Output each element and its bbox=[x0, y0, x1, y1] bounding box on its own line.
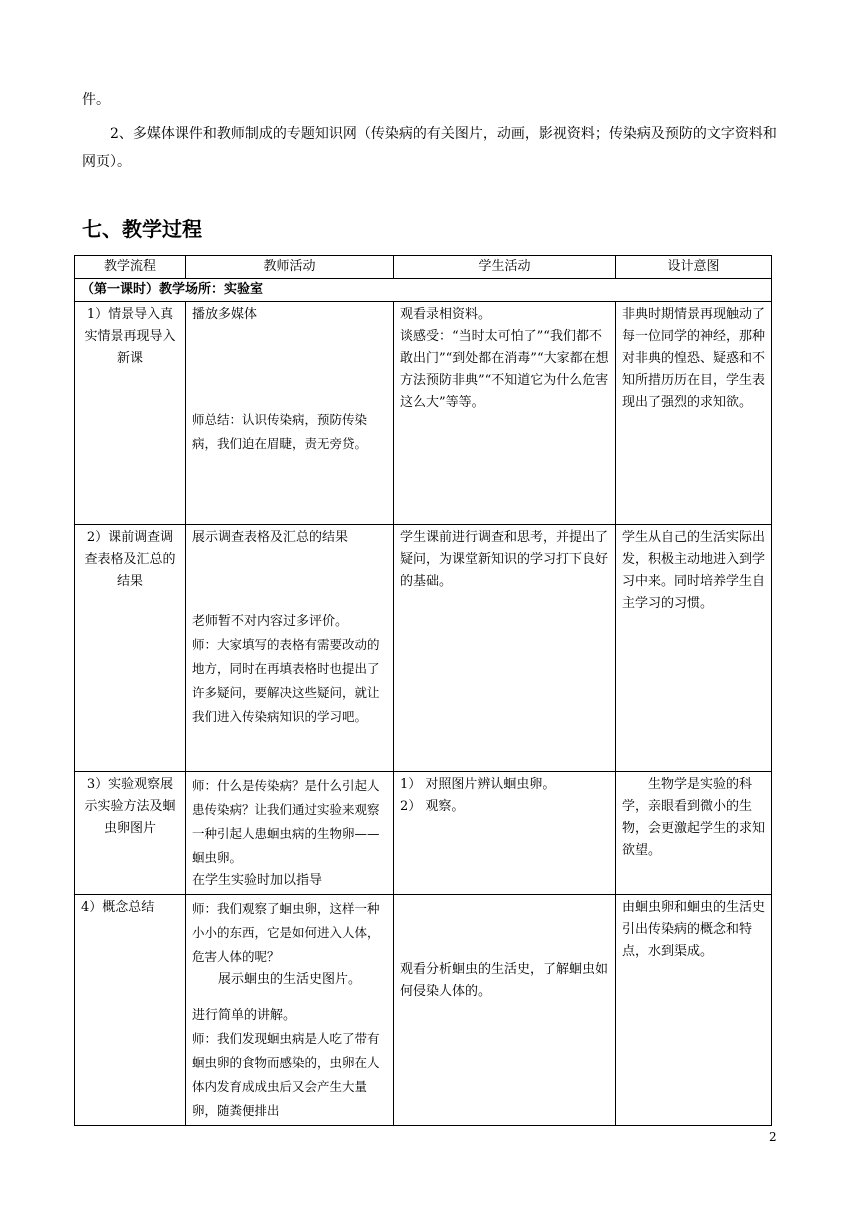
student-cell: 学生课前进行调查和思考，并提出了疑问，为课堂新知识的学习打下良好的基础。 bbox=[394, 525, 616, 772]
intent-cell: 由蛔虫卵和蛔虫的生活史引出传染病的概念和特点，水到渠成。 bbox=[616, 895, 772, 1126]
teacher-cell bbox=[186, 525, 394, 772]
header-flow: 教学流程 bbox=[75, 256, 186, 279]
intent-cell: 生物学是实验的科学，亲眼看到微小的生物，会更激起学生的求知欲望。 bbox=[616, 772, 772, 895]
session-label: （第一课时）教学场所：实验室 bbox=[75, 279, 772, 302]
teacher-text: 师总结：认识传染病，预防传染病，我们迫在眉睫，责无旁贷。 bbox=[192, 412, 368, 451]
header-student: 学生活动 bbox=[394, 256, 616, 279]
teacher-cell bbox=[186, 772, 394, 895]
table-row bbox=[75, 895, 772, 1126]
header-teacher: 教师活动 bbox=[186, 256, 394, 279]
paragraph-materials-item-2: 2、多媒体课件和教师制成的专题知识网（传染病的有关图片，动画，影视资料；传染病及预防的文字资料和网页）。 bbox=[82, 126, 777, 170]
teacher-text: 师：什么是传染病？是什么引起人患传染病？让我们通过实验来观察一种引起人患蛔虫病的生物卵——蛔虫卵。 bbox=[192, 778, 380, 865]
student-cell bbox=[394, 772, 616, 895]
teacher-text: 展示蛔虫的生活史图片。 bbox=[218, 972, 362, 987]
header-intent: 设计意图 bbox=[616, 256, 772, 279]
student-text: 2） 观察。 bbox=[400, 799, 465, 814]
student-text: 观看分析蛔虫的生活史，了解蛔虫如何侵染人体的。 bbox=[400, 962, 609, 999]
teacher-text: 老师暂不对内容过多评价。 bbox=[192, 614, 349, 629]
teacher-text: 师：大家填写的表格有需要改动的地方，同时在再填表格时也提出了许多疑问，要解决这些疑问，就让我们进入传染病知识的学习吧。 bbox=[192, 637, 380, 724]
teacher-cell bbox=[186, 895, 394, 1126]
teacher-text: 师：我们观察了蛔虫卵，这样一种小小的东西，它是如何进入人体，危害人体的呢？ bbox=[192, 901, 380, 964]
teacher-text: 师：我们发现蛔虫病是人吃了带有蛔虫卵的食物而感染的，虫卵在人体内发育成成虫后又会产生大量卵，随粪便排出 bbox=[192, 1031, 380, 1118]
page-number: 2 bbox=[769, 1130, 777, 1144]
table-row bbox=[75, 772, 772, 895]
teacher-text: 播放多媒体 bbox=[192, 307, 258, 322]
teacher-text: 在学生实验时加以指导 bbox=[192, 873, 323, 888]
teaching-process-table bbox=[74, 255, 772, 1126]
teacher-cell bbox=[186, 302, 394, 525]
flow-cell: 4）概念总结 bbox=[75, 895, 186, 1126]
teacher-text: 展示调查表格及汇总的结果 bbox=[192, 530, 349, 545]
section-heading: 七、教学过程 bbox=[82, 217, 202, 241]
intent-cell: 非典时期情景再现触动了每一位同学的神经，那种对非典的惶恐、疑惑和不知所措历历在目，学生表现出了强烈的求知欲。 bbox=[616, 302, 772, 525]
table-row bbox=[75, 525, 772, 772]
flow-cell: 2）课前调查调查表格及汇总的结果 bbox=[75, 525, 186, 772]
student-text: 1） 对照图片辨认蛔虫卵。 bbox=[400, 777, 556, 792]
table-row bbox=[75, 302, 772, 525]
flow-cell: 1）情景导入真实情景再现导入新课 bbox=[75, 302, 186, 525]
flow-cell: 3）实验观察展示实验方法及蛔虫卵图片 bbox=[75, 772, 186, 895]
intent-cell: 学生从自己的生活实际出发，积极主动地进入到学习中来。同时培养学生自主学习的习惯。 bbox=[616, 525, 772, 772]
teacher-text: 进行简单的讲解。 bbox=[192, 1008, 297, 1023]
student-cell bbox=[394, 895, 616, 1126]
paragraph-continuation: 件。 bbox=[82, 92, 110, 108]
student-cell: 观看录相资料。 谈感受：“当时太可怕了”“我们都不敢出门”“到处都在消毒”“大家都在想方法预防非典”“不知道它为什么危害这么大”等等。 bbox=[394, 302, 616, 525]
session-row bbox=[75, 279, 772, 302]
table-header-row bbox=[75, 256, 772, 279]
